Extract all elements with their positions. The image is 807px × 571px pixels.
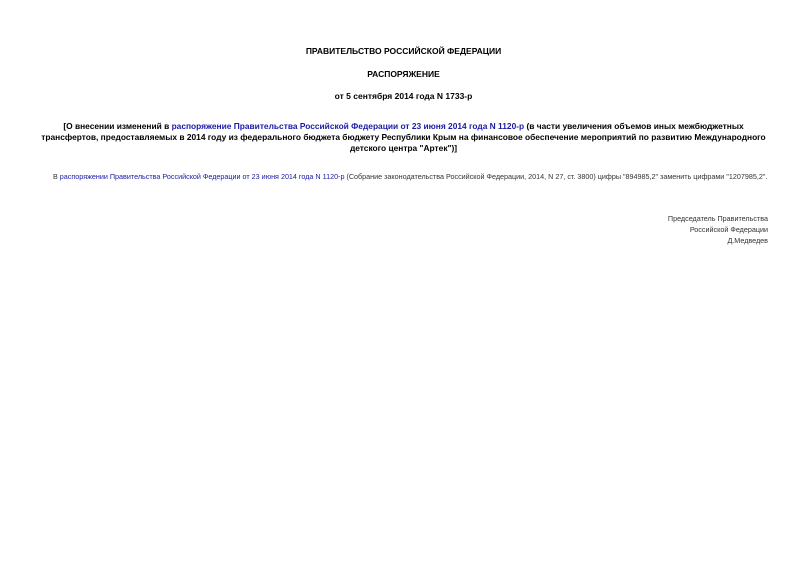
signatory-position: Председатель Правительства — [667, 214, 768, 223]
body-referenced-order-link[interactable]: распоряжении Правительства Российской Федерации от 23 июня 2014 года N 1120-р — [59, 172, 345, 181]
document-type: РАСПОРЯЖЕНИЕ — [367, 69, 440, 79]
document-body-paragraph — [40, 172, 768, 183]
title-suffix: (в части увеличения объемов иных межбюджетных трансфертов, предоставляемых в 2014 году из федерального бюджета бюджету Республики Крым на финансовое обеспечение мероприятий по развитию Международного детского центра "Артек")] — [41, 121, 766, 153]
signatory-organization: Российской Федерации — [689, 225, 768, 234]
title-prefix: [О внесении изменений в — [63, 121, 172, 131]
signatory-name: Д.Медведев — [727, 236, 768, 245]
signature-block — [668, 213, 768, 246]
body-prefix: В — [53, 172, 60, 181]
document-title — [40, 121, 767, 154]
issuing-authority: ПРАВИТЕЛЬСТВО РОССИЙСКОЙ ФЕДЕРАЦИИ — [305, 46, 502, 56]
title-referenced-order-link[interactable]: распоряжение Правительства Российской Федерации от 23 июня 2014 года N 1120-р — [171, 121, 525, 131]
body-suffix: (Собрание законодательства Российской Федерации, 2014, N 27, ст. 3800) цифры "894985,2" заменить цифрами "1207985,2". — [344, 172, 768, 181]
document-date-number: от 5 сентября 2014 года N 1733-р — [334, 91, 473, 101]
